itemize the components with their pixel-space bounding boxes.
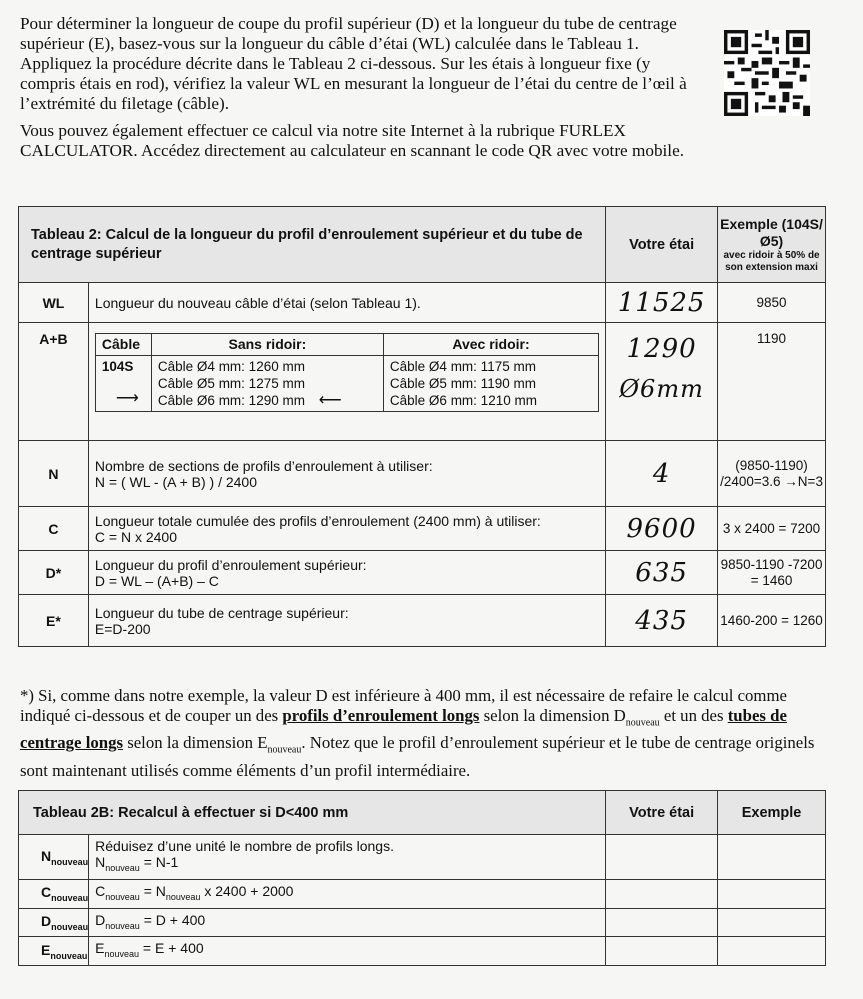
row-desc: Longueur du profil d’enroulement supérieur: D = WL – (A+B) – C (88, 551, 605, 595)
exemple-cell (718, 835, 826, 880)
table-2b-col-votre: Votre étai (606, 791, 718, 835)
row-label: $D_{nouveau}$ (19, 908, 89, 937)
exemple-cell (718, 937, 826, 966)
row-desc: $D_{nouveau} = D + 400$ (89, 908, 606, 937)
table-2-title: Tableau 2: Calcul de la longueur du profil d’enroulement supérieur et du tube de centrage supérieur (19, 207, 606, 283)
intro-text (20, 14, 700, 168)
votre-cell (606, 835, 718, 880)
row-label-c: C (19, 507, 89, 551)
row-desc: Longueur du nouveau câble d’étai (selon Tableau 1). (88, 283, 605, 323)
row-label: $N_{nouveau}$ (19, 835, 89, 880)
arrow-left-icon: ⟵ (318, 392, 342, 409)
row-desc: Nombre de sections de profils d’enroulement à utiliser: N = ( WL - (A + B) ) / 2400 (88, 441, 605, 507)
table-2 (18, 206, 826, 647)
example-value: 1460-200 = 1260 (718, 595, 826, 647)
table-row (19, 551, 826, 595)
inner-header-cable: Câble (95, 334, 151, 356)
handwritten-value: 435 (606, 595, 718, 647)
avec-value: Câble Ø5 mm: 1190 mm (389, 376, 536, 391)
exemple-title: Exemple (104S/Ø5) (720, 215, 823, 249)
table-row (19, 595, 826, 647)
intro-paragraph-1: Pour déterminer la longueur de coupe du profil supérieur (D) et la longueur du tube de centrage supérieur (E), basez-vous sur la longueur du câble d’étai (WL) calculée dans le Tableau 1. Appliquez la procédure décrite dans le Tableau 2 ci-dessous. Sur les étais à longueur fixe (y compris étais en rod), vérifiez la valeur WL en mesurant la longueur de l’étai du centre de l’œil à l’extrémité du filetage (câble). (20, 14, 687, 113)
table-row (19, 908, 826, 937)
row-desc: Longueur totale cumulée des profils d’enroulement (2400 mm) à utiliser: C = N x 2400 (88, 507, 605, 551)
example-value: 9850-1190 -7200 = 1460 (718, 551, 826, 595)
avec-value: Câble Ø6 mm: 1210 mm (389, 393, 537, 408)
votre-cell (606, 937, 718, 966)
sans-value: Câble Ø4 mm: 1260 mm (157, 359, 305, 374)
inner-avec-values (383, 356, 598, 412)
link-profils: profils d’enroulement longs (282, 706, 480, 725)
inner-header-avec: Avec ridoir: (383, 334, 598, 356)
row-label-wl: WL (19, 283, 89, 323)
example-value: 9850 (718, 283, 826, 323)
table-row (19, 835, 826, 880)
row-label-ab: A+B (19, 323, 89, 441)
row-desc: Longueur du tube de centrage supérieur: E=D-200 (88, 595, 605, 647)
cable-lookup-table (95, 333, 599, 412)
row-desc: Réduisez d’une unité le nombre de profils longs. $N_{nouveau} = N-1$ (89, 835, 606, 880)
table-row (19, 441, 826, 507)
handwritten-value: 4 (606, 441, 718, 507)
intro-paragraph-2: Vous pouvez également effectuer ce calcul via notre site Internet à la rubrique FURLEX CALCULATOR. Accédez directement au calculateur en scannant le code QR avec votre mobile. (20, 121, 685, 160)
row-label-n: N (19, 441, 89, 507)
handwritten-value: 11525 (606, 283, 718, 323)
example-value: 1190 (718, 323, 826, 441)
table-2b-col-exemple: Exemple (718, 791, 826, 835)
sans-value-selected: ⟶ Câble Ø6 mm: 1290 mm ⟵ (115, 390, 342, 409)
qr-code-icon[interactable] (724, 30, 810, 116)
exemple-cell (718, 879, 826, 908)
table-2b (18, 790, 826, 966)
inner-model: 104S (95, 356, 151, 412)
example-value: 3 x 2400 = 7200 (718, 507, 826, 551)
inner-header-sans: Sans ridoir: (151, 334, 383, 356)
sans-value: Câble Ø5 mm: 1275 mm (157, 376, 305, 391)
handwritten-value: 9600 (606, 507, 718, 551)
row-label: $E_{nouveau}$ (19, 937, 89, 966)
votre-cell (606, 879, 718, 908)
table-2-col-exemple (718, 207, 826, 283)
table-2-col-votre: Votre étai (606, 207, 718, 283)
table-2b-title: Tableau 2B: Recalcul à effectuer si D<400 mm (19, 791, 606, 835)
table-row (19, 937, 826, 966)
exemple-cell (718, 908, 826, 937)
table-row (19, 283, 826, 323)
avec-value: Câble Ø4 mm: 1175 mm (389, 359, 536, 374)
row-desc: $C_{nouveau} = N_{nouveau}$ x 2400 + 2000 (89, 879, 606, 908)
row-label-e: E* (19, 595, 89, 647)
row-label: $C_{nouveau}$ (19, 879, 89, 908)
example-value: (9850-1190) /2400=3.6 →N=3 (718, 441, 826, 507)
table-row (19, 323, 826, 441)
votre-cell (606, 908, 718, 937)
row-desc: $E_{nouveau} = E + 400$ (89, 937, 606, 966)
table-row (19, 507, 826, 551)
handwritten-value: 635 (606, 551, 718, 595)
table-row (19, 879, 826, 908)
row-label-d: D* (19, 551, 89, 595)
exemple-subtitle: avec ridoir à 50% de son extension maxi (723, 249, 820, 273)
cable-lookup-cell (88, 323, 605, 441)
arrow-right-icon: ⟶ (115, 390, 139, 407)
footnote: *) Si, comme dans notre exemple, la valeur D est inférieure à 400 mm, il est nécessaire de refaire le calcul comme indiqué ci-dessous et de couper un des profils d’enroulement longs selon la dimension $D_{nouveau}$ et un des tubes de centrage longs selon la dimension $E_{nouveau}$. Notez que le profil d’enroulement supérieur et le tube de centrage originels sont maintenant utilisés comme éléments d’un profil intermédiaire. (20, 686, 815, 780)
link-tubes: tubes de centrage longs (20, 706, 787, 753)
handwritten-value: 1290 Ø6mm (606, 323, 718, 441)
